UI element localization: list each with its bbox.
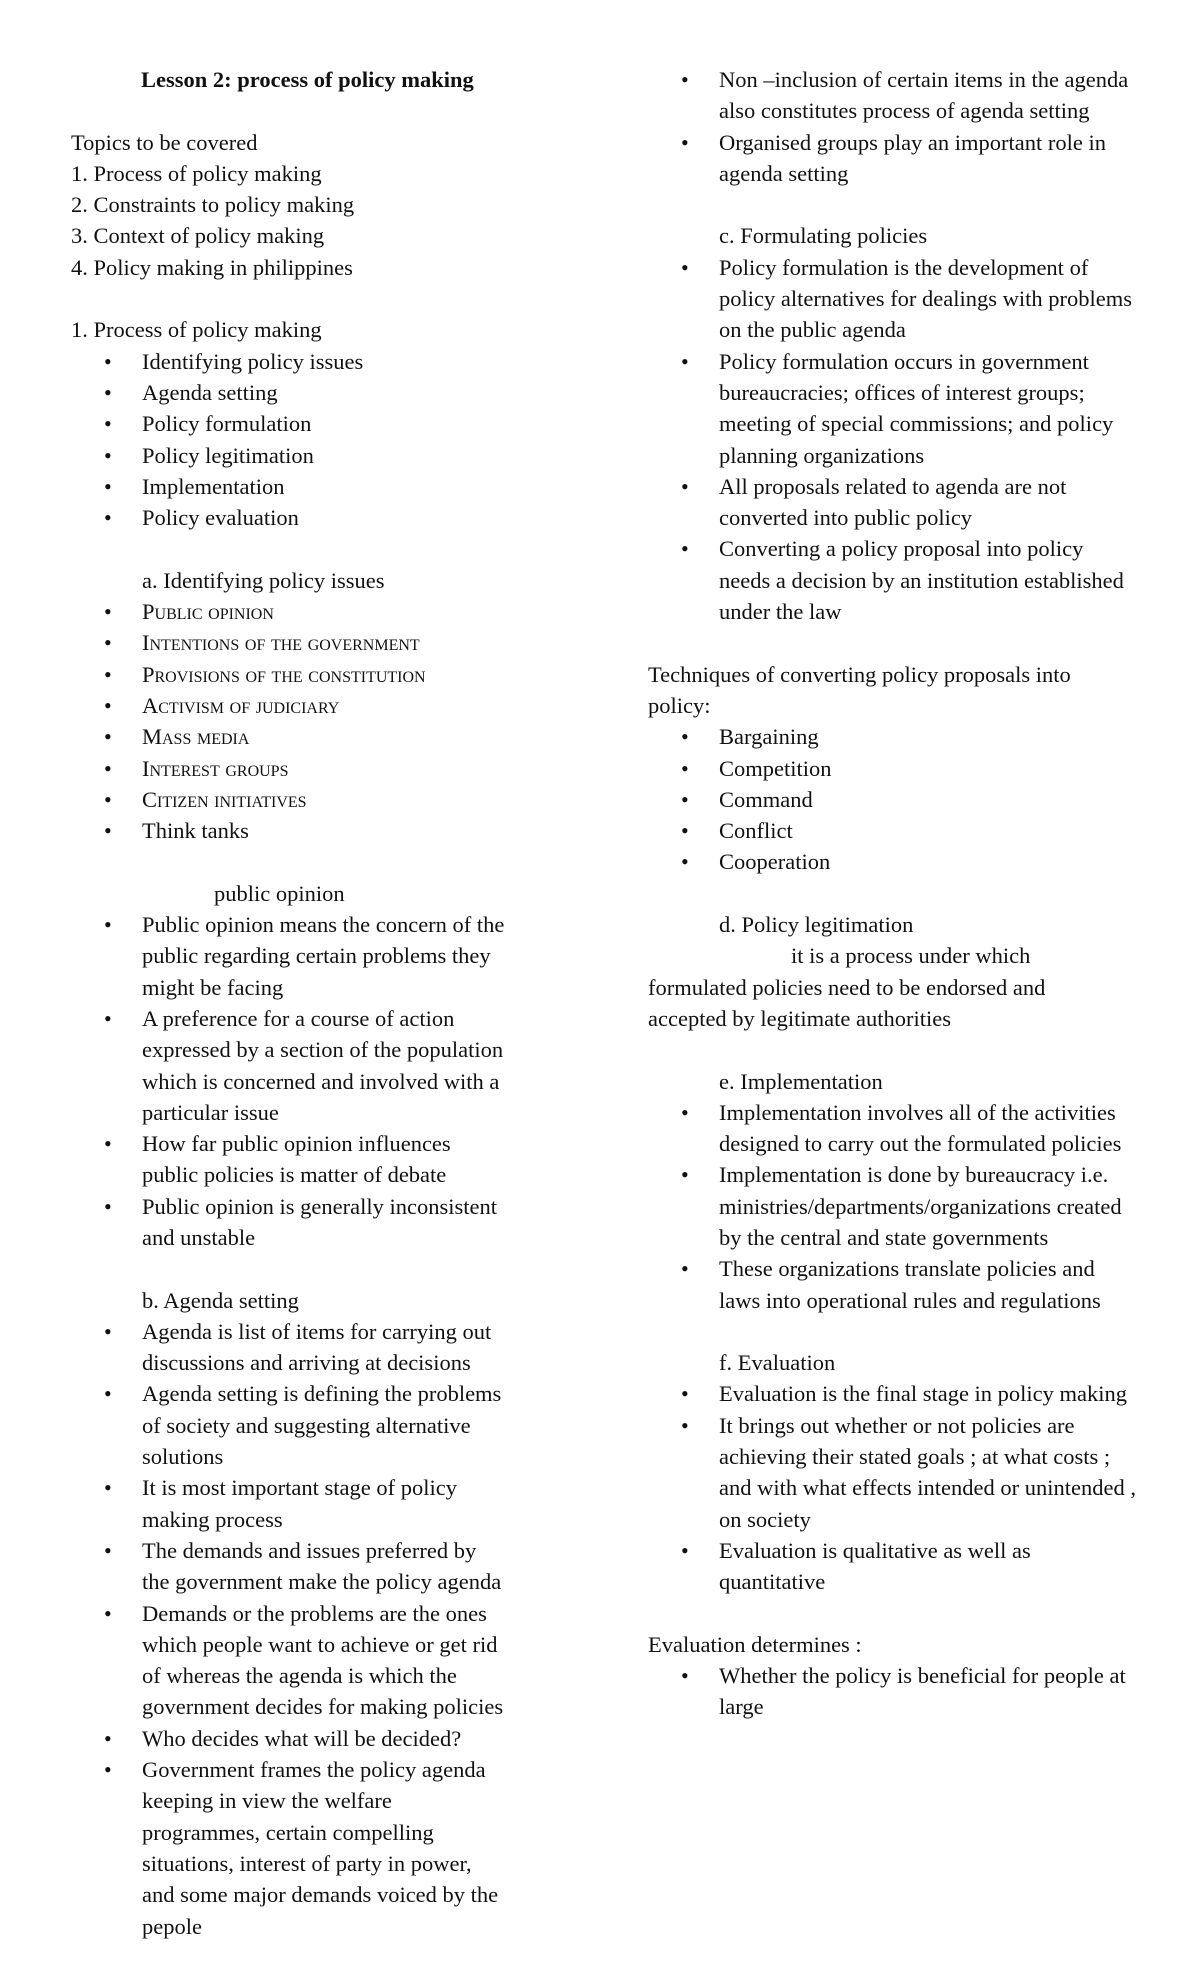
section-a-list bbox=[71, 596, 571, 846]
list-item-text: • Public opinion is generally inconsistent and unstable bbox=[142, 1193, 497, 1250]
list-item: • Policy formulation bbox=[71, 408, 571, 439]
list-item: • Public opinion bbox=[71, 596, 571, 627]
techniques-heading: Techniques of converting policy proposals into policy: bbox=[648, 661, 1071, 718]
process-steps-list bbox=[71, 346, 571, 534]
list-item-text: • Agenda is list of items for carrying out discussions and arriving at decisions bbox=[142, 1318, 492, 1376]
evaluation-determines-list bbox=[648, 1660, 1148, 1723]
list-item: • Competition bbox=[648, 753, 1148, 784]
list-item bbox=[71, 909, 507, 1003]
evaluation-determines-heading: Evaluation determines : bbox=[648, 1631, 862, 1657]
list-item: • Conflict bbox=[648, 815, 1148, 846]
section-c-list bbox=[648, 252, 1148, 628]
list-item bbox=[71, 1723, 507, 1754]
list-item bbox=[648, 1159, 1139, 1253]
topic-item: 4. Policy making in philippines bbox=[71, 254, 353, 280]
list-item: • Command bbox=[648, 784, 1148, 815]
list-item-text: • Evaluation is qualitative as well as quantitative bbox=[719, 1537, 1031, 1595]
list-item-text: • Demands or the problems are the ones which people want to achieve or get rid of whereas the agenda is which the government decides for making policies bbox=[142, 1600, 504, 1720]
list-item bbox=[648, 1535, 1139, 1598]
list-item: • Think tanks bbox=[71, 815, 571, 846]
section-b-list bbox=[71, 1316, 571, 1942]
list-item bbox=[71, 1598, 507, 1723]
list-item-text: • Policy formulation occurs in government bureaucracies; offices of interest groups; meeting of special commissions; and policy planning organizations bbox=[719, 348, 1114, 468]
list-item-text: • Policy formulation is the development of policy alternatives for dealings with problems on the public agenda bbox=[719, 254, 1133, 343]
list-item-text: • Organised groups play an important role in agenda setting bbox=[719, 129, 1107, 186]
list-item-text: • Implementation involves all of the activities designed to carry out the formulated policies bbox=[719, 1099, 1122, 1157]
list-item: • Activism of judiciary bbox=[71, 690, 571, 721]
lesson-title: Lesson 2: process of policy making bbox=[141, 67, 474, 92]
public-opinion-heading: public opinion bbox=[214, 880, 345, 906]
section-f-list bbox=[648, 1378, 1148, 1597]
list-item-text: • How far public opinion influences public policies is matter of debate bbox=[142, 1131, 451, 1188]
list-item-text: • Converting a policy proposal into policy needs a decision by an institution established under the law bbox=[719, 536, 1124, 625]
list-item: • Interest groups bbox=[71, 753, 571, 784]
list-item bbox=[71, 1535, 507, 1598]
list-item: • Implementation bbox=[71, 471, 571, 502]
list-item bbox=[648, 1660, 1139, 1723]
topic-item: 3. Context of policy making bbox=[71, 223, 325, 249]
list-item-text: • Who decides what will be decided? bbox=[142, 1725, 462, 1751]
topics-heading: Topics to be covered bbox=[71, 129, 258, 155]
list-item bbox=[71, 1191, 507, 1254]
section-e-heading: e. Implementation bbox=[719, 1068, 883, 1094]
list-item-text: • All proposals related to agenda are not converted into public policy bbox=[719, 473, 1067, 531]
list-item: • Citizen initiatives bbox=[71, 784, 571, 815]
list-item-text: • It is most important stage of policy making process bbox=[142, 1475, 457, 1532]
list-item: • Provisions of the constitution bbox=[71, 659, 571, 690]
topic-item: 2. Constraints to policy making bbox=[71, 192, 355, 218]
list-item bbox=[648, 346, 1139, 471]
list-item-text: • Whether the policy is beneficial for people at large bbox=[719, 1663, 1126, 1720]
list-item-text: • Agenda setting is defining the problems of society and suggesting alternative solutions bbox=[142, 1381, 502, 1470]
list-item bbox=[648, 127, 1139, 190]
section-f-heading: f. Evaluation bbox=[719, 1350, 836, 1376]
list-item: • Mass media bbox=[71, 721, 571, 752]
list-item-text: • Evaluation is the final stage in policy making bbox=[719, 1381, 1128, 1407]
list-item bbox=[71, 1754, 507, 1942]
right-column bbox=[648, 64, 1148, 1723]
list-item: • Cooperation bbox=[648, 846, 1148, 877]
list-item bbox=[648, 1410, 1139, 1535]
list-item bbox=[71, 1128, 507, 1191]
section-b-continued-list bbox=[648, 64, 1148, 189]
public-opinion-list bbox=[71, 909, 571, 1253]
list-item-text: • Implementation is done by bureaucracy i.e. ministries/departments/organizations created by the central and state governments bbox=[719, 1162, 1122, 1250]
left-column bbox=[71, 64, 571, 1942]
list-item-text: • These organizations translate policies and laws into operational rules and regulations bbox=[719, 1256, 1101, 1313]
list-item: • Policy evaluation bbox=[71, 502, 571, 533]
list-item-text: • Public opinion means the concern of the public regarding certain problems they might be facing bbox=[142, 912, 505, 1000]
list-item-text: • The demands and issues preferred by the government make the policy agenda bbox=[142, 1537, 502, 1595]
section-e-list bbox=[648, 1097, 1148, 1316]
list-item bbox=[648, 533, 1139, 627]
topic-item: 1. Process of policy making bbox=[71, 160, 322, 186]
list-item: • Bargaining bbox=[648, 721, 1148, 752]
list-item bbox=[648, 1253, 1139, 1316]
list-item bbox=[648, 252, 1139, 346]
list-item-text: • It brings out whether or not policies are achieving their stated goals ; at what costs ; and with what effects intended or unintended , on society bbox=[719, 1412, 1136, 1532]
list-item bbox=[648, 1097, 1139, 1160]
list-item: • Agenda setting bbox=[71, 377, 571, 408]
list-item: • Policy legitimation bbox=[71, 440, 571, 471]
list-item bbox=[71, 1003, 507, 1128]
list-item bbox=[648, 471, 1139, 534]
list-item: • Identifying policy issues bbox=[71, 346, 571, 377]
section-b-heading: b. Agenda setting bbox=[142, 1287, 299, 1313]
process-heading: 1. Process of policy making bbox=[71, 317, 322, 343]
list-item-text: • Non –inclusion of certain items in the agenda also constitutes process of agenda setting bbox=[719, 67, 1129, 124]
list-item bbox=[71, 1378, 507, 1472]
section-d-text: it is a process under which formulated policies need to be endorsed and accepted by legitimate authorities bbox=[648, 943, 1046, 1031]
section-d-heading: d. Policy legitimation bbox=[719, 912, 914, 938]
list-item-text: • A preference for a course of action expressed by a section of the population which is concerned and involved with a particular issue bbox=[142, 1005, 504, 1125]
section-a-heading: a. Identifying policy issues bbox=[142, 567, 385, 593]
techniques-list bbox=[648, 721, 1148, 877]
list-item bbox=[71, 1472, 507, 1535]
list-item: • Intentions of the government bbox=[71, 627, 571, 658]
section-c-heading: c. Formulating policies bbox=[719, 223, 928, 249]
list-item bbox=[71, 1316, 507, 1379]
list-item bbox=[648, 64, 1139, 127]
list-item bbox=[648, 1378, 1139, 1409]
list-item-text: • Government frames the policy agenda keeping in view the welfare programmes, certain compelling situations, interest of party in power, and some major demands voiced by the pepole bbox=[142, 1757, 499, 1939]
